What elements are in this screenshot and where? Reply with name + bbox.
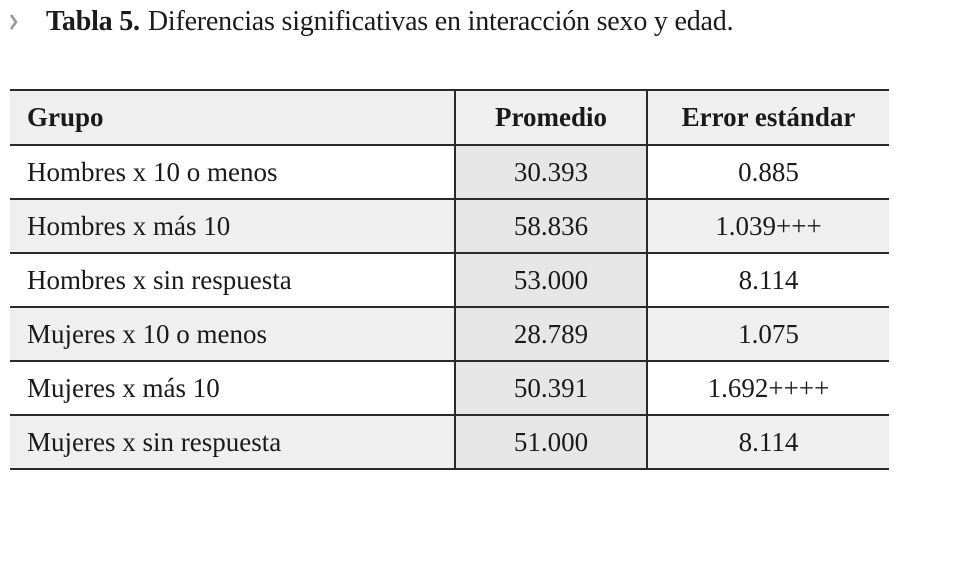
table-caption <box>10 0 733 44</box>
cell-grupo: Mujeres x sin respuesta <box>10 415 455 469</box>
chevron-right-icon <box>10 12 18 32</box>
header-error-estandar: Error estándar <box>647 90 889 145</box>
table-header-row <box>10 90 889 145</box>
table-title: Diferencias significativas en interacción sexo y edad. <box>147 6 734 37</box>
cell-grupo: Hombres x 10 o menos <box>10 145 455 199</box>
cell-grupo: Mujeres x 10 o menos <box>10 307 455 361</box>
cell-error: 1.692++++ <box>647 361 889 415</box>
cell-grupo: Hombres x más 10 <box>10 199 455 253</box>
table-label: Tabla 5. <box>46 6 140 37</box>
table-row <box>10 361 889 415</box>
table-row <box>10 145 889 199</box>
cell-grupo: Hombres x sin respuesta <box>10 253 455 307</box>
data-table <box>10 89 889 470</box>
cell-promedio: 51.000 <box>455 415 647 469</box>
header-grupo: Grupo <box>10 90 455 145</box>
table-row <box>10 253 889 307</box>
cell-error: 1.039+++ <box>647 199 889 253</box>
cell-promedio: 28.789 <box>455 307 647 361</box>
cell-error: 1.075 <box>647 307 889 361</box>
cell-error: 8.114 <box>647 415 889 469</box>
table-row <box>10 307 889 361</box>
table-row <box>10 415 889 469</box>
cell-grupo: Mujeres x más 10 <box>10 361 455 415</box>
cell-error: 0.885 <box>647 145 889 199</box>
cell-promedio: 30.393 <box>455 145 647 199</box>
cell-error: 8.114 <box>647 253 889 307</box>
table-row <box>10 199 889 253</box>
cell-promedio: 58.836 <box>455 199 647 253</box>
header-promedio: Promedio <box>455 90 647 145</box>
cell-promedio: 50.391 <box>455 361 647 415</box>
cell-promedio: 53.000 <box>455 253 647 307</box>
